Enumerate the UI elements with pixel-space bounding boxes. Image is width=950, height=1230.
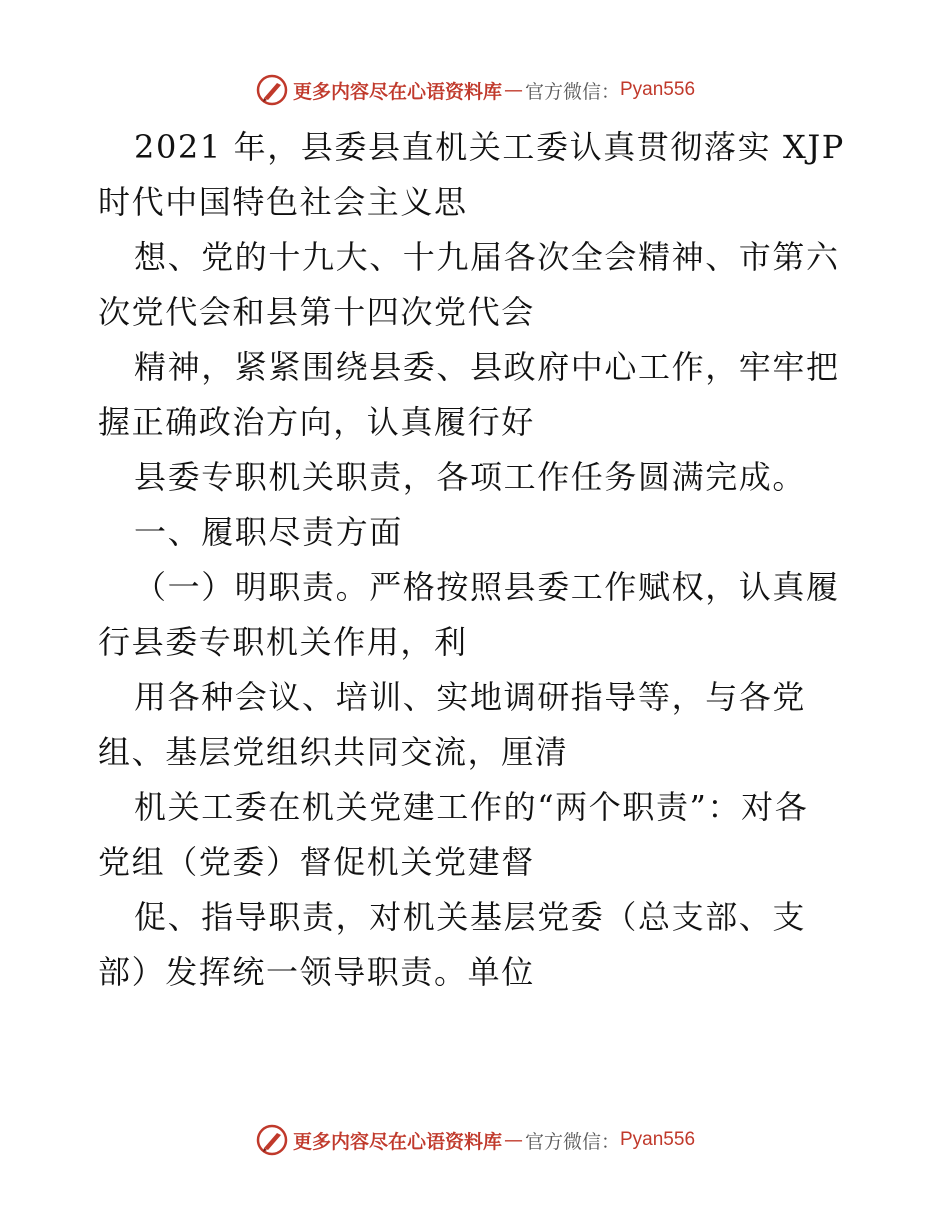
text-line: 想、党的十九大、十九届各次全会精神、市第六 bbox=[134, 238, 840, 276]
watermark-brand: 更多内容尽在心语资料库 bbox=[292, 80, 502, 103]
text-line: 组、基层党组织共同交流，厘清 bbox=[98, 733, 569, 771]
watermark-brand: 更多内容尽在心语资料库 bbox=[292, 1130, 502, 1153]
watermark-official: 官方微信： bbox=[524, 1130, 620, 1153]
watermark-wechat-id: Pyan556 bbox=[620, 79, 696, 100]
text-line: 握正确政治方向，认真履行好 bbox=[98, 403, 535, 441]
text-line: 时代中国特色社会主义思 bbox=[98, 183, 468, 221]
quill-pen-logo-icon bbox=[255, 1123, 289, 1157]
text-line: 促、指导职责，对机关基层党委（总支部、支 bbox=[134, 898, 807, 936]
document-body bbox=[98, 120, 854, 1000]
watermark-footer bbox=[0, 1120, 950, 1160]
section-heading: 一、履职尽责方面 bbox=[134, 513, 403, 551]
text-line: 精神，紧紧围绕县委、县政府中心工作，牢牢把 bbox=[134, 348, 840, 386]
text-line: 党组（党委）督促机关党建督 bbox=[98, 843, 535, 881]
watermark-wechat-id: Pyan556 bbox=[620, 1129, 696, 1150]
text-line: 机关工委在机关党建工作的“两个职责”：对各 bbox=[134, 788, 809, 826]
text-line: 用各种会议、培训、实地调研指导等，与各党 bbox=[134, 678, 807, 716]
quill-pen-logo-icon bbox=[255, 73, 289, 107]
watermark-dash: — bbox=[503, 79, 523, 101]
watermark-official: 官方微信： bbox=[524, 80, 620, 103]
watermark-dash: — bbox=[503, 1129, 523, 1151]
watermark-header bbox=[0, 70, 950, 110]
text-line: 2021 年，县委县直机关工委认真贯彻落实 XJP bbox=[134, 128, 845, 166]
text-line: 行县委专职机关作用，利 bbox=[98, 623, 468, 661]
text-line: 次党代会和县第十四次党代会 bbox=[98, 293, 535, 331]
text-line: 县委专职机关职责，各项工作任务圆满完成。 bbox=[134, 458, 807, 496]
text-line: （一）明职责。严格按照县委工作赋权，认真履 bbox=[134, 568, 840, 606]
text-line: 部）发挥统一领导职责。单位 bbox=[98, 953, 535, 991]
